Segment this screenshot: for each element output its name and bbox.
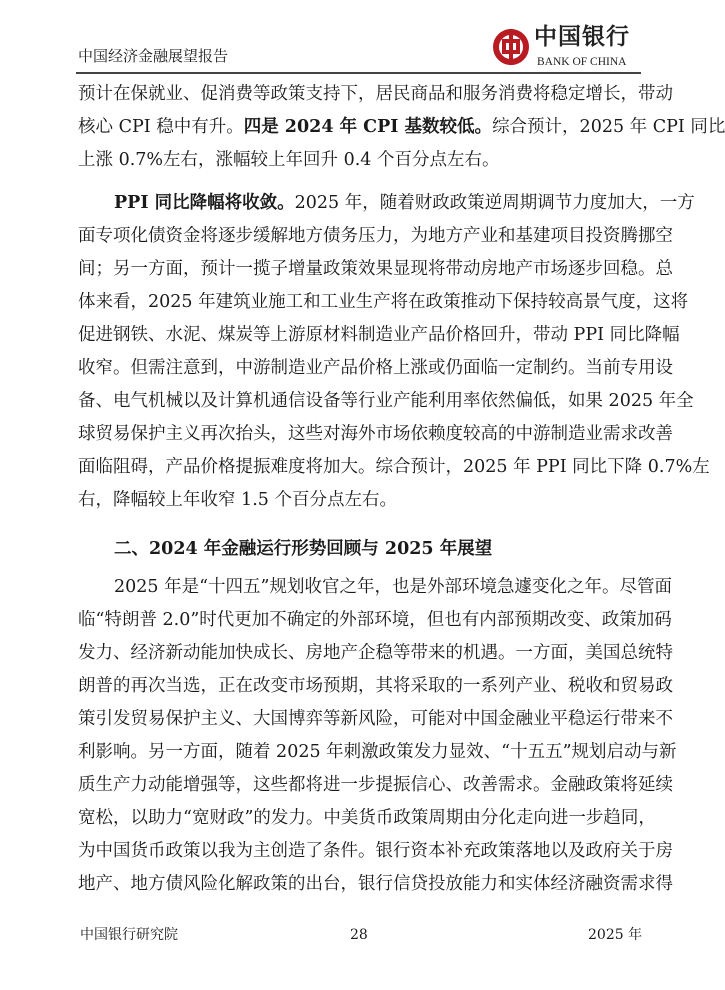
- text-line: [78, 253, 673, 286]
- text-line: [78, 670, 673, 703]
- logo-chinese-text: 中国银行: [534, 23, 630, 50]
- text-segment: 朗普的再次当选，正在改变市场预期，其将采取的一系列产业、税收和贸易政: [78, 676, 673, 696]
- bold-text: PPI 同比降幅将收敛。: [114, 193, 295, 213]
- text-segment: 面临阻碍，产品价格提振难度将加大。综合预计，2025 年 PPI 同比下降 0.7%左: [78, 457, 710, 477]
- paragraph-cpi: [78, 78, 725, 177]
- section-heading: 二、2024 年金融运行形势回顾与 2025 年展望: [114, 539, 493, 559]
- text-line: [78, 418, 673, 451]
- text-segment: 2025 年是“十四五”规划收官之年，也是外部环境急遽变化之年。尽管面: [114, 577, 672, 597]
- text-line: [78, 868, 673, 901]
- text-line: [78, 385, 694, 418]
- text-segment: 2025 年，随着财政政策逆周期调节力度加大，一方: [294, 193, 695, 213]
- text-line: [78, 802, 656, 835]
- text-line: [78, 111, 725, 144]
- footer-year: 2025 年: [588, 927, 643, 943]
- text-segment: 地产、地方债风险化解政策的出台，银行信贷投放能力和实体经济融资需求得: [78, 874, 673, 894]
- text-segment: 宽松，以助力“宽财政”的发力。中美货币政策周期由分化走向进一步趋同，: [78, 808, 656, 828]
- text-segment: 右，降幅较上年收窄 1.5 个百分点左右。: [78, 490, 397, 510]
- bold-text: 四是 2024 年 CPI 基数较低。: [243, 117, 493, 137]
- text-line: [78, 144, 640, 177]
- text-segment: 质生产力动能增强等，这些都将进一步提振信心、改善需求。金融政策将延续: [78, 775, 673, 795]
- text-segment: 核心 CPI 稳中有升。: [78, 117, 244, 137]
- text-segment: 策引发贸易保护主义、大国博弈等新风险，可能对中国金融业平稳运行带来不: [78, 709, 673, 729]
- document-body: [78, 78, 725, 901]
- bank-of-china-logo: [492, 24, 642, 70]
- text-segment: 促进钢铁、水泥、煤炭等上游原材料制造业产品价格回升，带动 PPI 同比降幅: [78, 325, 680, 345]
- text-segment: 体来看，2025 年建筑业施工和工业生产将在政策推动下保持较高景气度，这将: [78, 292, 689, 312]
- paragraph-ppi: [78, 187, 710, 517]
- text-line: [78, 451, 710, 484]
- text-segment: 综合预计，2025 年 CPI 同比: [492, 117, 725, 137]
- text-segment: 收窄。但需注意到，中游制造业产品价格上涨或仍面临一定制约。当前专用设: [78, 358, 673, 378]
- text-line: [78, 769, 673, 802]
- text-line: [78, 187, 695, 220]
- text-line: [78, 78, 673, 111]
- report-title: 中国经济金融展望报告: [78, 47, 229, 65]
- text-segment: 间；另一方面，预计一揽子增量政策效果显现将带动房地产市场逐步回稳。总: [78, 259, 673, 279]
- page-number: 28: [350, 927, 368, 943]
- footer-institution: 中国银行研究院: [80, 927, 178, 943]
- text-line: [78, 352, 673, 385]
- logo-english-text: BANK OF CHINA: [537, 56, 627, 68]
- text-segment: 面专项化债资金将逐步缓解地方债务压力，为地方产业和基建项目投资腾挪空: [78, 226, 673, 246]
- text-line: [78, 637, 673, 670]
- text-line: [78, 286, 689, 319]
- text-segment: 上涨 0.7%左右，涨幅较上年回升 0.4 个百分点左右。: [78, 150, 500, 170]
- text-line: [78, 484, 640, 517]
- text-line: [78, 604, 672, 637]
- text-segment: 预计在保就业、促消费等政策支持下，居民商品和服务消费将稳定增长，带动: [78, 84, 673, 104]
- text-segment: 球贸易保护主义再次抬头，这些对海外市场依赖度较高的中游制造业需求改善: [78, 424, 673, 444]
- text-segment: 利影响。另一方面，随着 2025 年刺激政策发力显效、“十五五”规划启动与新: [78, 742, 677, 762]
- text-line: [78, 319, 680, 352]
- text-line: [78, 835, 673, 868]
- text-segment: 发力、经济新动能加快成长、房地产企稳等带来的机遇。一方面，美国总统特: [78, 643, 673, 663]
- text-segment: 备、电气机械以及计算机通信设备等行业产能利用率依然偏低，如果 2025 年全: [78, 391, 694, 411]
- text-line: [78, 703, 673, 736]
- bank-logo-icon: [492, 27, 530, 67]
- text-line: [78, 736, 677, 769]
- header-divider: [76, 72, 641, 74]
- text-segment: 临“特朗普 2.0”时代更加不确定的外部环境，但也有内部预期改变、政策加码: [78, 610, 672, 630]
- text-segment: 为中国货币政策以我为主创造了条件。银行资本补充政策落地以及政府关于房: [78, 841, 673, 861]
- text-line: [78, 220, 673, 253]
- paragraph-financial-outlook: [78, 571, 677, 901]
- text-line: [78, 571, 672, 604]
